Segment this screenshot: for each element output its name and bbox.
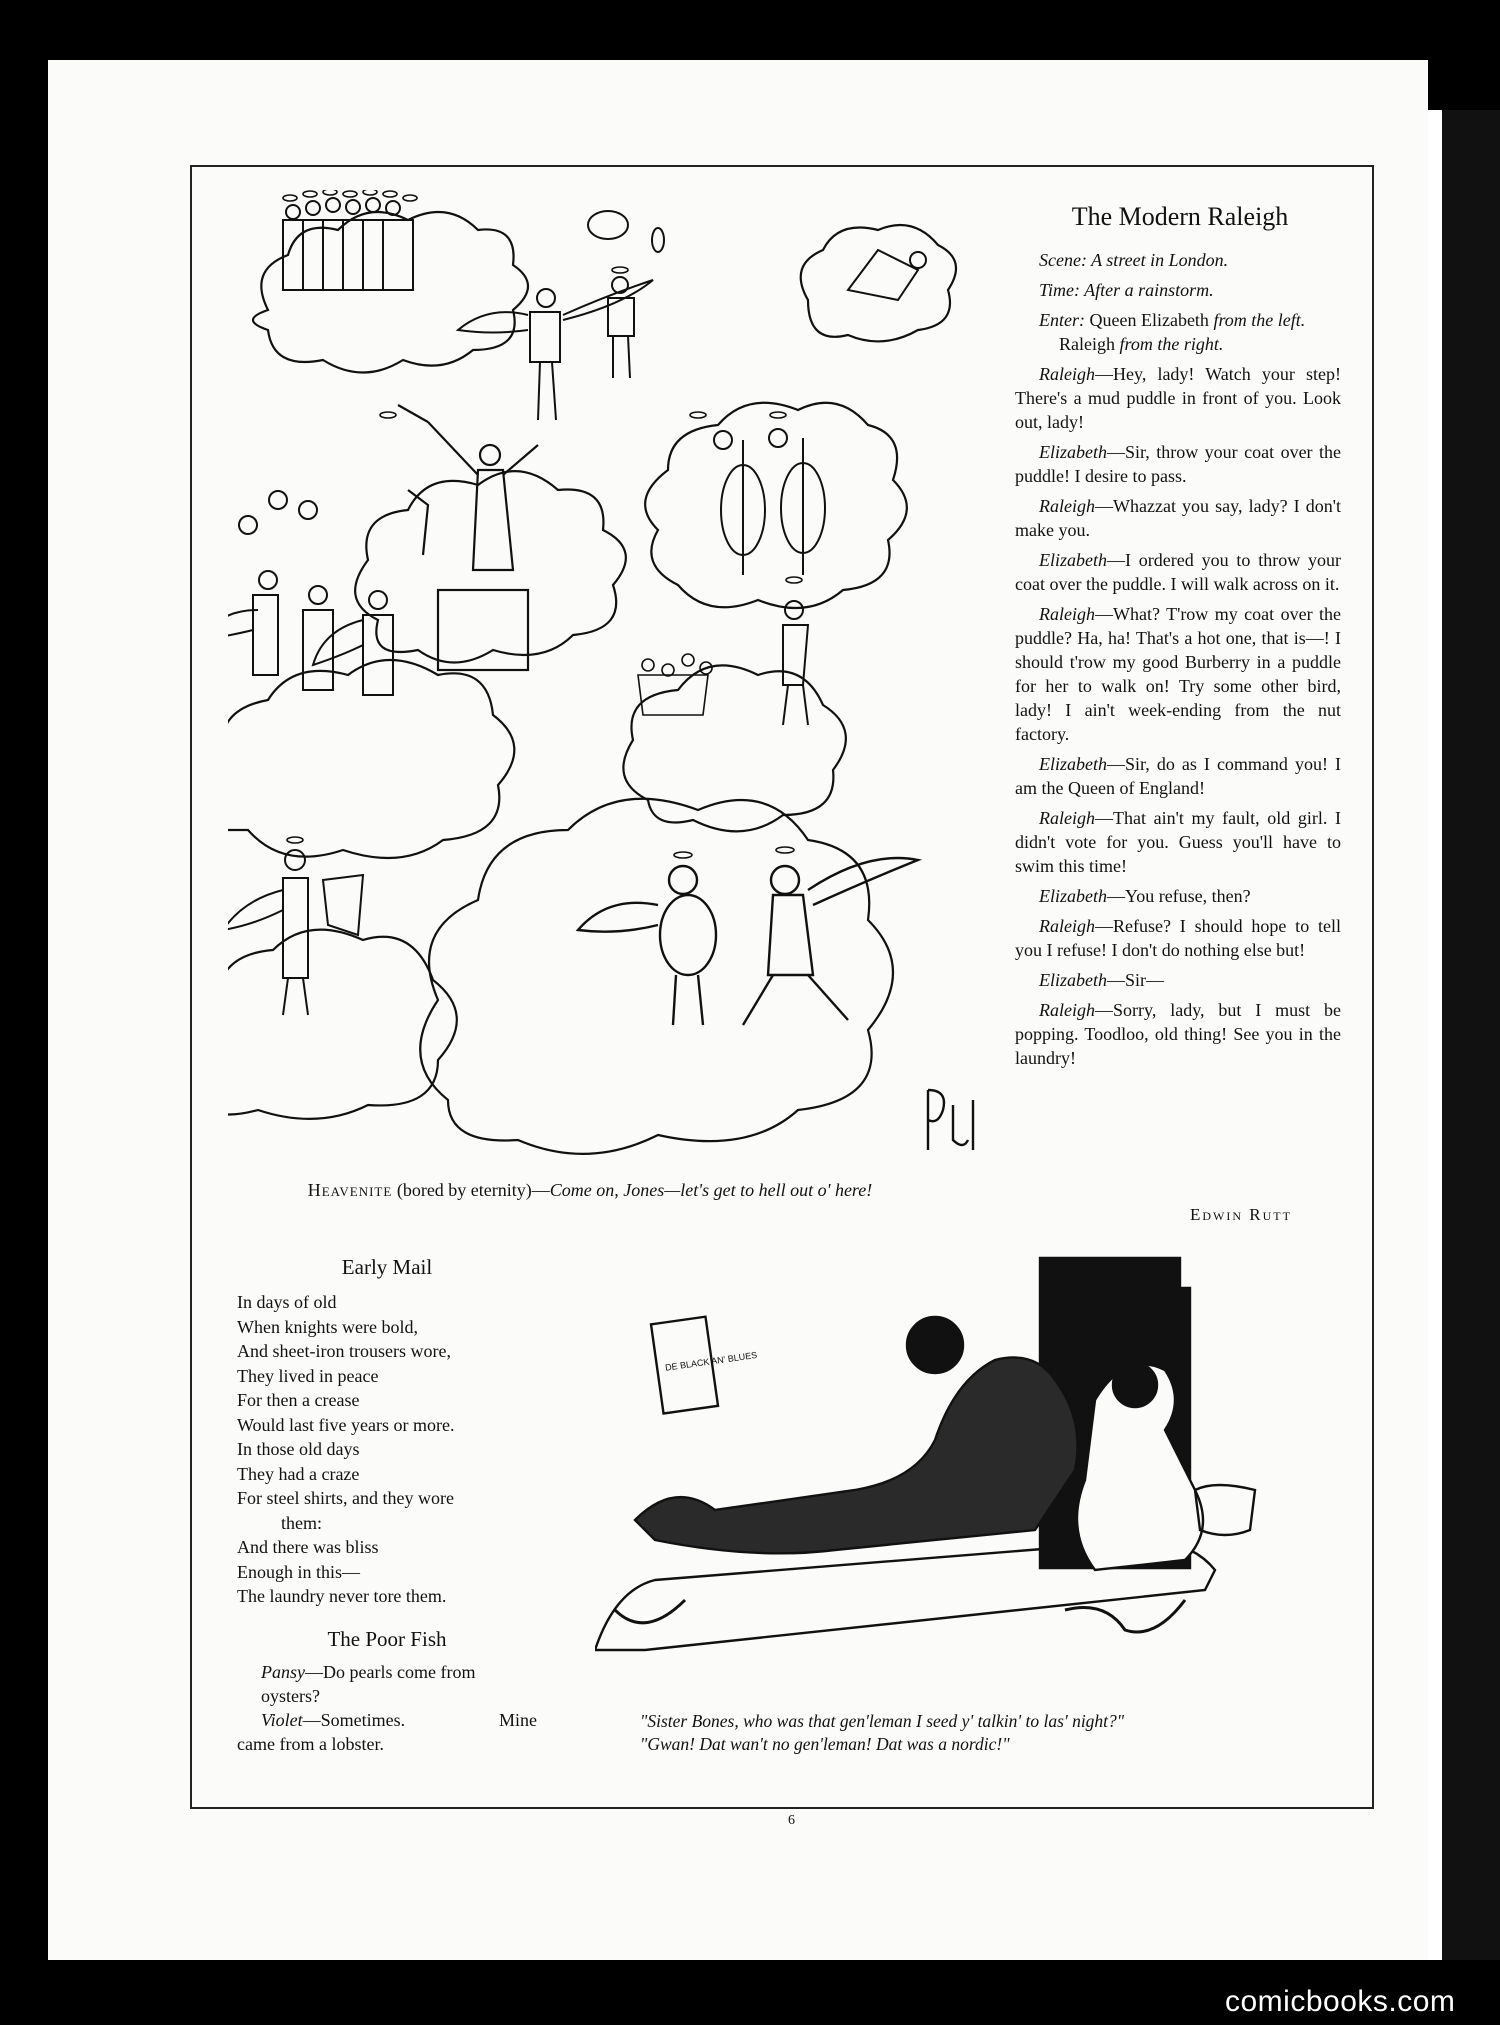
time-direction: Time: After a rainstorm. xyxy=(1039,280,1214,300)
poor-fish-title: The Poor Fish xyxy=(327,1627,447,1651)
enter-direction: Enter: Queen Elizabeth from the left. Raleigh from the right. xyxy=(1039,310,1306,354)
cloud-right-middle xyxy=(623,665,845,831)
dialogue-line: Elizabeth—Sir, throw your coat over the puddle! I desire to pass. xyxy=(1015,442,1341,486)
poem-line: And sheet-iron trousers wore, xyxy=(237,1341,451,1361)
dialogue-line: Elizabeth—Sir— xyxy=(1039,970,1165,990)
watermark: comicbooks.com xyxy=(1225,1985,1456,2018)
author-byline: Edwin Rutt xyxy=(1190,1205,1292,1224)
modern-raleigh-text xyxy=(1015,248,1341,1076)
poor-fish-text: Pansy—Do pearls come from oysters? Violet—Sometimes. Mine came from a lobster. xyxy=(237,1662,537,1754)
poem-line: When knights were bold, xyxy=(237,1316,418,1337)
heaven-cartoon-illustration xyxy=(228,190,978,1165)
cloud-conductor xyxy=(355,471,626,662)
poem-line: Would last five years or more. xyxy=(237,1414,455,1435)
dialogue-list xyxy=(1015,362,1341,1070)
early-mail-title: Early Mail xyxy=(341,1255,433,1279)
poem-line: For steel shirts, and they wore xyxy=(237,1488,454,1508)
basin xyxy=(1195,1485,1255,1535)
juggler xyxy=(588,211,664,378)
small-dancers xyxy=(638,654,712,715)
early-mail-poem xyxy=(237,1290,537,1609)
conductor xyxy=(398,405,538,670)
scene-direction: Scene: A street in London. xyxy=(1039,250,1229,270)
dialogue-line: Raleigh—Whazzat you say, lady? I don't make you. xyxy=(1015,496,1341,540)
poem-line: They lived in peace xyxy=(237,1365,379,1386)
next-page-edge xyxy=(1428,110,1500,1960)
poem-line: For then a crease xyxy=(237,1390,360,1410)
poem-line: In those old days xyxy=(237,1439,360,1459)
head-right xyxy=(1113,1363,1157,1407)
poem-line: The laundry never tore them. xyxy=(237,1586,447,1606)
dialogue-line: Raleigh—That ain't my fault, old girl. I didn't vote for you. Guess you'll have to swim this time! xyxy=(1015,808,1341,876)
cloud-main xyxy=(420,799,893,1154)
cloud-bass-players xyxy=(645,403,907,608)
dialogue-line: Raleigh—Hey, lady! Watch your step! There's a mud puddle in front of you. Look out, lady! xyxy=(1015,364,1341,432)
heaven-cartoon-caption: Heavenite (bored by eternity)—Come on, Jones—let's get to hell out o' here! xyxy=(307,1180,873,1200)
poem-line: Enough in this— xyxy=(237,1561,361,1582)
dialogue-line: Elizabeth—Sir, do as I command you! I am the Queen of England! xyxy=(1015,754,1341,798)
reading-angel xyxy=(848,250,926,300)
modern-raleigh-title: The Modern Raleigh xyxy=(1071,202,1289,231)
sign-text: DE BLACK AN' BLUES xyxy=(664,1349,758,1373)
dialogue-line: Raleigh—Sorry, lady, but I must be popping. Toodloo, old thing! See you in the laundry! xyxy=(1015,1000,1341,1068)
cloud-choir xyxy=(228,660,514,858)
cloud-top-right xyxy=(801,225,956,341)
sister-bones-caption xyxy=(640,1710,1260,1756)
cloud-harpist xyxy=(228,930,457,1119)
dialogue-line: Raleigh—Refuse? I should hope to tell you I refuse! I don't do nothing else but! xyxy=(1015,916,1341,960)
caption-line-1: "Sister Bones, who was that gen'leman I seed y' talkin' to las' night?" xyxy=(640,1711,1125,1731)
choir-top xyxy=(283,198,413,290)
cloud-top-left xyxy=(253,212,528,373)
sister-bones-cartoon-illustration xyxy=(595,1250,1285,1690)
caption-line-2: "Gwan! Dat wan't no gen'leman! Dat was a nordic!" xyxy=(640,1734,1010,1754)
poem-line: They had a craze xyxy=(237,1463,360,1484)
dialogue-line: Raleigh—What? T'row my coat over the puddle? Ha, ha! That's a hot one, that is—! I should t'row my good Burberry in a puddle for her to walk on! Try some other bird, lady! I ain't week-ending from the nut factory. xyxy=(1015,604,1341,744)
poem-line: And there was bliss xyxy=(237,1537,379,1557)
dialogue-line: Elizabeth—You refuse, then? xyxy=(1039,886,1251,906)
poem-line: In days of old xyxy=(237,1292,337,1312)
poem-line: them: xyxy=(281,1512,322,1533)
head-left xyxy=(907,1317,963,1373)
cartoonist-signature xyxy=(928,1090,973,1150)
shadow-scribble xyxy=(615,1600,1185,1632)
page-number: 6 xyxy=(788,1813,795,1828)
dialogue-line: Elizabeth—I ordered you to throw your coat over the puddle. I will walk across on it. xyxy=(1015,550,1341,594)
bass-players xyxy=(714,429,825,575)
pondering-angel xyxy=(783,601,808,725)
